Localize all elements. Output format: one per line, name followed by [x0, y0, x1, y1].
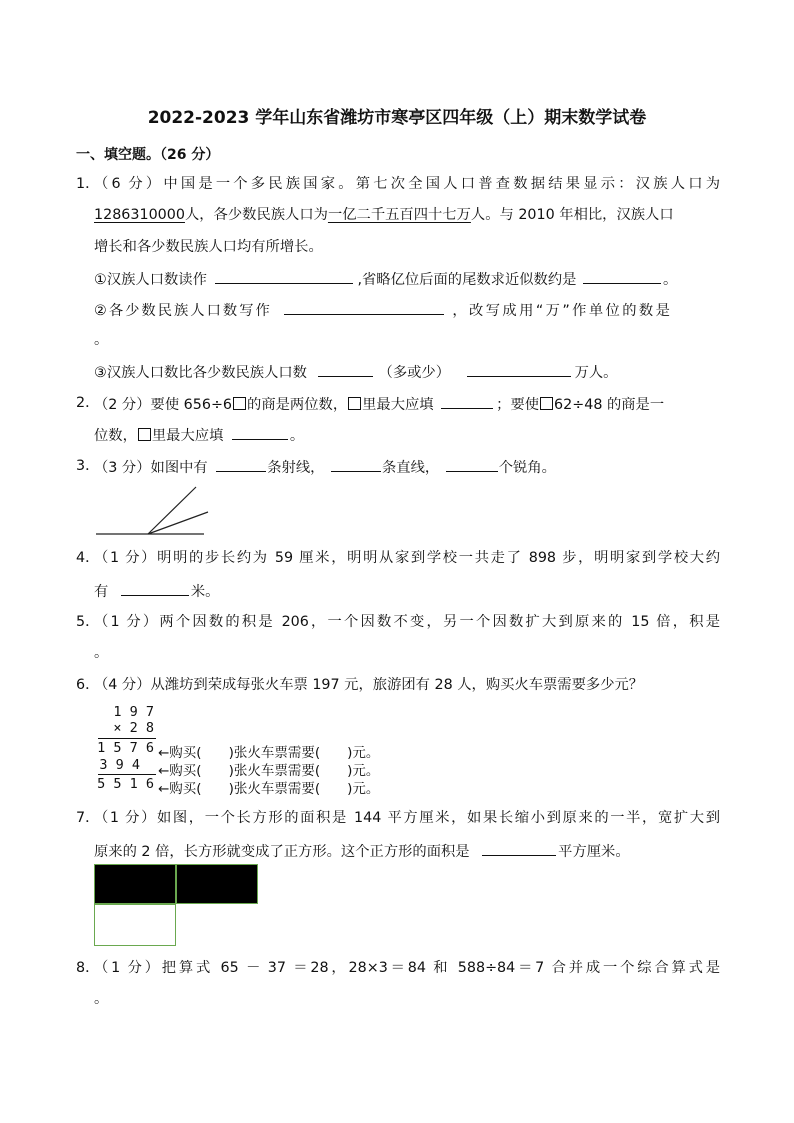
calc-partial-product: 1 5 7 6: [97, 740, 154, 756]
box-symbol: [348, 397, 361, 410]
han-population-number: 1286310000: [94, 207, 185, 223]
question-number: 2．: [76, 395, 100, 411]
minority-population-words: 一亿二千五百四十七万: [327, 207, 471, 223]
question-7-line2: 原来的 2 倍，长方形就变成了正方形。这个正方形的面积是 平方厘米。: [94, 840, 630, 862]
question-4-line2: 有 米。: [94, 580, 219, 602]
question-1-line3: 增长和各少数民族人口均有所增长。: [94, 239, 323, 255]
calc-multiplicand: 1 9 7: [113, 704, 154, 720]
question-number: 5．: [76, 614, 100, 630]
calc-divider: [98, 774, 156, 775]
question-number: 4．: [76, 550, 100, 566]
ray-line: [148, 512, 208, 534]
calc-annotation: ←购买( )张火车票需要( )元。: [158, 763, 380, 779]
question-8-line1: （1 分）把算式 65 － 37 ＝28，28×3＝84 和 588÷84＝7 合并成一个综合算式是: [94, 960, 720, 976]
question-4-line1: （1 分）明明的步长约为 59 厘米，明明从家到学校一共走了 898 步，明明家到学校大约: [94, 550, 720, 566]
answer-blank[interactable]: [121, 580, 189, 596]
calc-annotation: ←购买( )张火车票需要( )元。: [158, 745, 380, 761]
calc-product: 5 5 1 6: [97, 776, 154, 792]
calc-multiplier: × 2 8: [113, 720, 154, 736]
page-title: 2022-2023 学年山东省潍坊市寒亭区四年级（上）期末数学试卷: [147, 108, 647, 128]
question-1-line1: （6 分）中国是一个多民族国家。第七次全国人口普查数据结果显示：汉族人口为: [94, 176, 720, 192]
box-symbol: [138, 428, 151, 441]
question-5-line2: 。: [94, 645, 109, 661]
question-1-sub2: ②各少数民族人口数写作 ，改写成用“万”作单位的数是: [94, 299, 720, 321]
answer-blank[interactable]: [318, 361, 373, 377]
section-heading: 一、填空题。（26 分）: [76, 147, 220, 163]
question-number: 6．: [76, 677, 100, 693]
calc-annotation: ←购买( )张火车票需要( )元。: [158, 781, 380, 797]
question-number: 8．: [76, 960, 100, 976]
question-1-sub1: ①汉族人口数读作 ,省略亿位后面的尾数求近似数约是 。: [94, 268, 677, 290]
question-2-line1: （2 分）要使 656÷6 的商是两位数， 里最大应填 ；要使 62÷48 的商是一: [94, 393, 664, 415]
answer-blank[interactable]: [331, 456, 381, 472]
question-6-line1: （4 分）从潍坊到荣成每张火车票 197 元，旅游团有 28 人，购买火车票需要多少元？: [94, 677, 644, 693]
rectangle-shaded-left: [94, 864, 176, 904]
ray-line: [148, 487, 196, 534]
rectangle-shaded-right: [176, 864, 258, 904]
question-number: 3．: [76, 458, 100, 474]
multiplication-figure: [94, 704, 412, 796]
answer-blank[interactable]: [441, 393, 493, 409]
answer-blank[interactable]: [583, 268, 661, 284]
question-8-line2: 。: [94, 991, 109, 1007]
calc-divider: [98, 738, 156, 739]
answer-blank[interactable]: [284, 299, 444, 315]
question-7-line1: （1 分）如图，一个长方形的面积是 144 平方厘米，如果长缩小到原来的一半，宽扩大到: [94, 810, 720, 826]
question-number: 1．: [76, 176, 100, 192]
answer-blank[interactable]: [446, 456, 498, 472]
box-symbol: [540, 397, 553, 410]
question-5-line1: （1 分）两个因数的积是 206，一个因数不变，另一个因数扩大到原来的 15 倍，积是: [94, 614, 720, 630]
question-1-line2: 1286310000人，各少数民族人口为一亿二千五百四十七万人。与 2010 年相比，汉族人口: [94, 207, 674, 223]
answer-blank[interactable]: [216, 456, 266, 472]
question-1-sub3: ③汉族人口数比各少数民族人口数 （多或少） 万人。: [94, 361, 617, 383]
question-3-line1: （3 分）如图中有 条射线， 条直线， 个锐角。: [94, 456, 556, 478]
rectangle-figure: [94, 864, 258, 946]
answer-blank[interactable]: [232, 424, 288, 440]
calc-partial-product: 3 9 4: [99, 757, 140, 773]
rectangle-extension: [94, 904, 176, 946]
rays-figure: [94, 484, 214, 540]
answer-blank[interactable]: [215, 268, 353, 284]
box-symbol: [233, 397, 246, 410]
question-number: 7．: [76, 810, 100, 826]
question-2-line2: 位数， 里最大应填 。: [94, 424, 304, 446]
question-1-sub2-end: 。: [94, 332, 109, 348]
answer-blank[interactable]: [467, 361, 571, 377]
answer-blank[interactable]: [482, 840, 556, 856]
